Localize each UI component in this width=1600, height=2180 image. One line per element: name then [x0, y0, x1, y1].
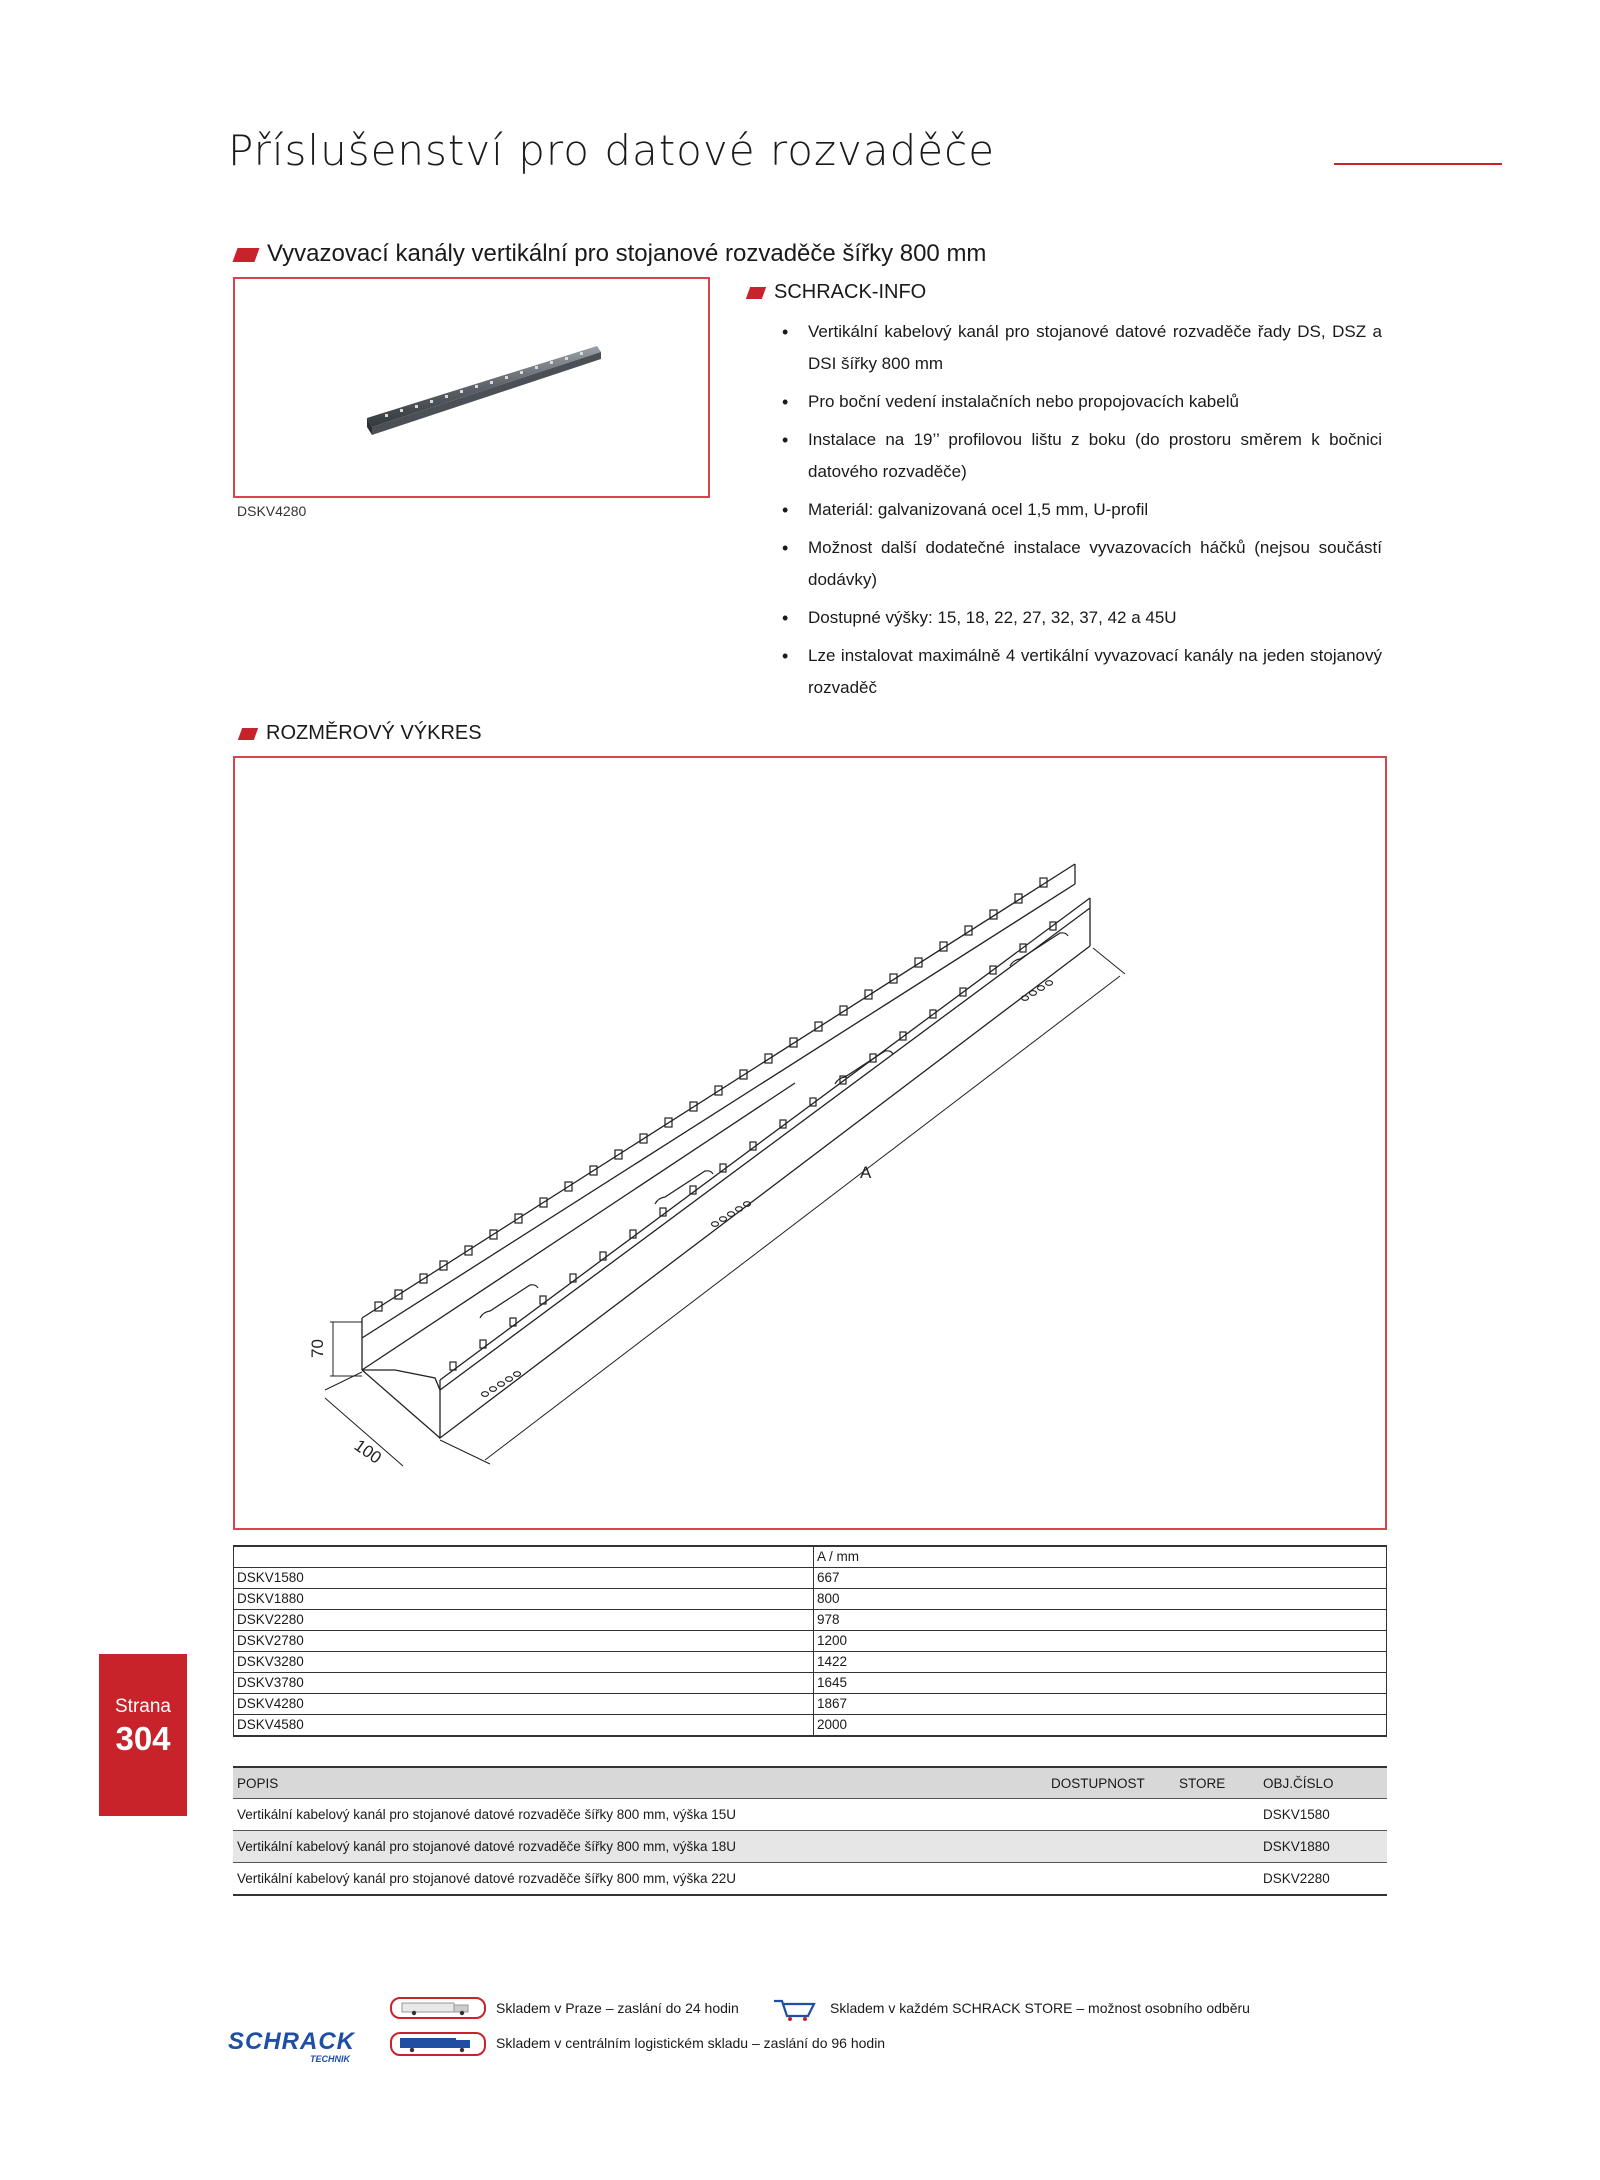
shopping-cart-icon — [770, 1996, 820, 2022]
info-item: • Pro boční vedení instalačních nebo propojovacích kabelů — [770, 386, 1382, 418]
table-cell: DSKV2280 — [234, 1610, 814, 1631]
legend-central: Skladem v centrálním logistickém skladu – zaslání do 96 hodin — [496, 2035, 886, 2051]
table-cell — [1175, 1863, 1259, 1896]
table-cell: DSKV1880 — [1259, 1831, 1387, 1863]
logo-text: SCHRACK — [228, 2028, 355, 2055]
table-cell: DSKV1580 — [1259, 1799, 1387, 1831]
table-cell — [1175, 1799, 1259, 1831]
table-row — [234, 1715, 1387, 1737]
truck-prague-icon — [390, 1997, 486, 2019]
logo-subtext: TECHNIK — [310, 2054, 350, 2064]
table-row — [234, 1673, 1387, 1694]
page-title: Příslušenství pro datové rozvaděče — [228, 126, 996, 175]
product-photo — [233, 277, 710, 498]
table-cell: 1867 — [814, 1694, 1387, 1715]
col-dostupnost: DOSTUPNOST — [1047, 1767, 1175, 1799]
section-marker-icon — [232, 248, 259, 262]
table-cell: DSKV2280 — [1259, 1863, 1387, 1896]
table-cell: DSKV3780 — [234, 1673, 814, 1694]
table-row — [233, 1831, 1387, 1863]
info-item: • Možnost další dodatečné instalace vyvazovacích háčků (nejsou součástí dodávky) — [770, 532, 1382, 596]
info-item: • Vertikální kabelový kanál pro stojanové datové rozvaděče řady DS, DSZ a DSI šířky 800 mm — [770, 316, 1382, 380]
info-list — [770, 316, 1382, 710]
technical-drawing — [235, 758, 1385, 1528]
table-row — [233, 1863, 1387, 1896]
table-cell: 978 — [814, 1610, 1387, 1631]
table-header: A / mm — [814, 1546, 1387, 1568]
col-popis: POPIS — [233, 1767, 1047, 1799]
table-cell — [1175, 1831, 1259, 1863]
title-rule — [1334, 163, 1502, 165]
table-cell: 1422 — [814, 1652, 1387, 1673]
table-row — [234, 1546, 1387, 1568]
drawing-heading-label: ROZMĚROVÝ VÝKRES — [266, 722, 482, 744]
col-store: STORE — [1175, 1767, 1259, 1799]
section-title: Vyvazovací kanály vertikální pro stojanové rozvaděče šířky 800 mm — [267, 240, 987, 267]
info-heading-label: SCHRACK-INFO — [774, 281, 927, 303]
table-row — [234, 1589, 1387, 1610]
dim-100-label: 100 — [350, 1435, 385, 1468]
order-table-header — [233, 1767, 1387, 1799]
table-cell: Vertikální kabelový kanál pro stojanové datové rozvaděče šířky 800 mm, výška 18U — [233, 1831, 1047, 1863]
table-cell: DSKV4580 — [234, 1715, 814, 1737]
table-cell: 2000 — [814, 1715, 1387, 1737]
table-cell: DSKV1580 — [234, 1568, 814, 1589]
table-cell: DSKV3280 — [234, 1652, 814, 1673]
schrack-logo — [228, 2030, 355, 2064]
page-number: 304 — [115, 1720, 171, 1757]
info-heading — [748, 281, 926, 304]
table-row — [234, 1568, 1387, 1589]
table-cell — [1047, 1831, 1175, 1863]
drawing-heading — [240, 722, 482, 745]
table-cell: 1200 — [814, 1631, 1387, 1652]
table-cell: DSKV1880 — [234, 1589, 814, 1610]
table-cell — [234, 1546, 814, 1568]
page-number-tab — [99, 1654, 187, 1816]
table-cell: DSKV2780 — [234, 1631, 814, 1652]
info-item: • Dostupné výšky: 15, 18, 22, 27, 32, 37, 42 a 45U — [770, 602, 1382, 634]
col-obj-cislo: OBJ.ČÍSLO — [1259, 1767, 1387, 1799]
legend-prague: Skladem v Praze – zaslání do 24 hodin — [496, 2000, 739, 2016]
dimension-table — [233, 1545, 1387, 1737]
truck-central-icon — [390, 2032, 486, 2056]
info-marker-icon — [746, 287, 766, 299]
cable-channel-illustration — [235, 279, 708, 496]
table-cell: 667 — [814, 1568, 1387, 1589]
table-row — [233, 1799, 1387, 1831]
table-row — [234, 1631, 1387, 1652]
info-item: • Instalace na 19’’ profilovou lištu z boku (do prostoru směrem k bočnici datového rozvaděče) — [770, 424, 1382, 488]
order-table — [233, 1766, 1387, 1896]
table-cell: Vertikální kabelový kanál pro stojanové datové rozvaděče šířky 800 mm, výška 22U — [233, 1863, 1047, 1896]
dim-70-label: 70 — [308, 1339, 327, 1358]
dimension-drawing — [233, 756, 1387, 1530]
table-cell — [1047, 1863, 1175, 1896]
table-cell: 800 — [814, 1589, 1387, 1610]
table-cell: DSKV4280 — [234, 1694, 814, 1715]
legend-store: Skladem v každém SCHRACK STORE – možnost osobního odběru — [830, 2000, 1250, 2016]
product-photo-caption: DSKV4280 — [237, 503, 307, 519]
table-cell: Vertikální kabelový kanál pro stojanové datové rozvaděče šířky 800 mm, výška 15U — [233, 1799, 1047, 1831]
section-heading — [235, 240, 986, 268]
dim-a-label: A — [860, 1163, 872, 1182]
page-tab-label: Strana — [115, 1696, 171, 1717]
table-cell — [1047, 1799, 1175, 1831]
table-row — [234, 1694, 1387, 1715]
info-item: • Materiál: galvanizovaná ocel 1,5 mm, U-profil — [770, 494, 1382, 526]
table-cell: 1645 — [814, 1673, 1387, 1694]
table-row — [234, 1610, 1387, 1631]
info-item: • Lze instalovat maximálně 4 vertikální vyvazovací kanály na jeden stojanový rozvaděč — [770, 640, 1382, 704]
drawing-marker-icon — [238, 728, 258, 740]
table-row — [234, 1652, 1387, 1673]
